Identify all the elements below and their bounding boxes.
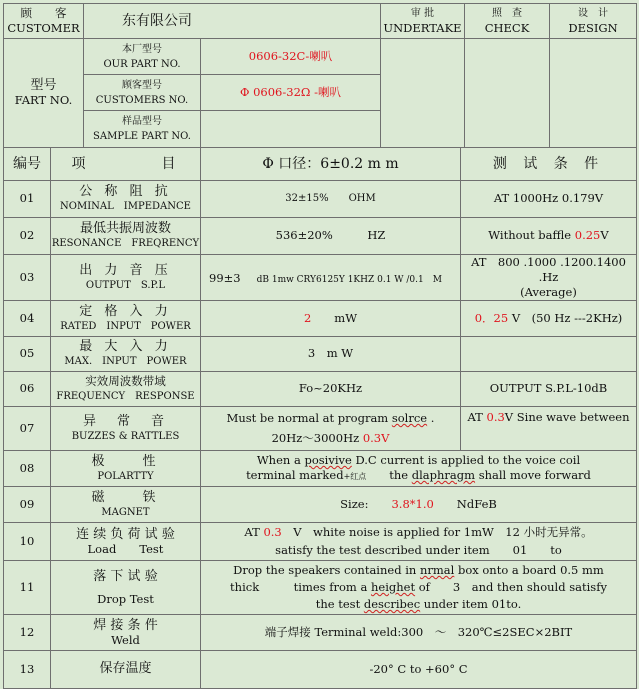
table-row bbox=[4, 181, 637, 218]
customer-part-label: 顾客型号 CUSTOMERS NO. bbox=[84, 75, 201, 111]
row-no: 10 bbox=[4, 523, 51, 561]
row-no: 12 bbox=[4, 615, 51, 651]
row-item: 极 性 POLARTTY bbox=[51, 451, 201, 487]
row-no: 09 bbox=[4, 487, 51, 523]
row-spec: 2 mW bbox=[201, 301, 461, 337]
table-row bbox=[4, 487, 637, 523]
row-item: 最 大 入 力 MAX. INPUT POWER bbox=[51, 337, 201, 372]
undertake-sign-cell bbox=[381, 39, 465, 148]
table-row bbox=[4, 337, 637, 372]
row-spec: When a posivive D.C current is applied to the voice coil terminal marked+红点 the dlaphragm shall move forward bbox=[201, 451, 637, 487]
check-label: 照 查 CHECK bbox=[465, 4, 550, 39]
sample-part-label: 样品型号 SAMPLE PART NO. bbox=[84, 111, 201, 148]
undertake-label: 审 批 UNDERTAKE bbox=[381, 4, 465, 39]
our-part-label: 本厂型号 OUR PART NO. bbox=[84, 39, 201, 75]
table-row bbox=[4, 561, 637, 615]
our-part-value: 0606-32C-喇叭 bbox=[201, 39, 381, 75]
table-row bbox=[4, 615, 637, 651]
row-item: 焊 接 条 件 Weld bbox=[51, 615, 201, 651]
row-spec: AT 0.3 V white noise is applied for 1mW 12 小时无异常。 satisfy the test described under item 01 to bbox=[201, 523, 637, 561]
spec-table bbox=[3, 147, 637, 689]
row-spec: Size: 3.8*1.0 NdFeB bbox=[201, 487, 637, 523]
row-item: 磁 铁 MAGNET bbox=[51, 487, 201, 523]
row-spec: -20° C to +60° C bbox=[201, 651, 637, 689]
row-no: 03 bbox=[4, 255, 51, 301]
row-spec: 99±3 dB 1mw CRY6125Y 1KHZ 0.1 W /0.1 M bbox=[201, 255, 461, 301]
row-spec: 32±15% OHM bbox=[201, 181, 461, 218]
table-row bbox=[4, 451, 637, 487]
row-no: 05 bbox=[4, 337, 51, 372]
row-item: 实效周波数带域 FREQUENCY RESPONSE bbox=[51, 372, 201, 407]
table-row bbox=[4, 301, 637, 337]
row-condition: Without baffle 0.25V bbox=[461, 218, 637, 255]
row-no: 13 bbox=[4, 651, 51, 689]
design-label: 设 计 DESIGN bbox=[550, 4, 637, 39]
table-row bbox=[4, 372, 637, 407]
row-item: 最低共振周波数 RESONANCE FREQRENCY bbox=[51, 218, 201, 255]
row-item: 出 力 音 压 OUTPUT S.P.L bbox=[51, 255, 201, 301]
row-item: 定 格 入 力 RATED INPUT POWER bbox=[51, 301, 201, 337]
row-no: 06 bbox=[4, 372, 51, 407]
table-row bbox=[4, 218, 637, 255]
customer-label: 顾 客 CUSTOMER bbox=[4, 4, 84, 39]
row-no: 01 bbox=[4, 181, 51, 218]
table-row bbox=[4, 407, 637, 451]
row-no: 08 bbox=[4, 451, 51, 487]
row-item: 异 常 音 BUZZES & RATTLES bbox=[51, 407, 201, 451]
col-header-condition: 测 试 条 件 bbox=[461, 148, 637, 181]
row-no: 11 bbox=[4, 561, 51, 615]
header-table bbox=[3, 3, 637, 148]
row-spec: Fo~20KHz bbox=[201, 372, 461, 407]
row-spec: 端子焊接 Terminal weld:300 ～ 320℃≤2SEC×2BIT bbox=[201, 615, 637, 651]
table-row bbox=[4, 523, 637, 561]
row-spec: 3 m W bbox=[201, 337, 461, 372]
row-spec: Drop the speakers contained in nrmal box onto a board 0.5 mm thick times from a heighet of 3 and then should satisfy the test describec under item 01to. bbox=[201, 561, 637, 615]
row-item: 保存温度 bbox=[51, 651, 201, 689]
table-row bbox=[4, 255, 637, 301]
sample-part-value bbox=[201, 111, 381, 148]
row-no: 07 bbox=[4, 407, 51, 451]
design-sign-cell bbox=[550, 39, 637, 148]
check-sign-cell bbox=[465, 39, 550, 148]
col-header-spec: Φ 口径：6±0.2 m m bbox=[201, 148, 461, 181]
row-condition: OUTPUT S.P.L-10dB bbox=[461, 372, 637, 407]
row-spec: Must be normal at program solrce . 20Hz～3000Hz 0.3V bbox=[201, 407, 461, 451]
row-condition bbox=[461, 337, 637, 372]
row-item: 落 下 试 验 Drop Test bbox=[51, 561, 201, 615]
row-condition: AT 0.3V Sine wave between bbox=[461, 407, 637, 451]
part-no-label: 型号 FART NO. bbox=[4, 39, 84, 148]
col-header-item: 项 目 bbox=[51, 148, 201, 181]
row-no: 04 bbox=[4, 301, 51, 337]
col-header-no: 编号 bbox=[4, 148, 51, 181]
row-spec: 536±20% HZ bbox=[201, 218, 461, 255]
customer-part-value: Φ 0606-32Ω -喇叭 bbox=[201, 75, 381, 111]
row-item: 连 续 负 荷 试 验 Load Test bbox=[51, 523, 201, 561]
row-condition: 0．25 V (50 Hz ---2KHz) bbox=[461, 301, 637, 337]
row-item: 公 称 阻 抗 NOMINAL IMPEDANCE bbox=[51, 181, 201, 218]
customer-name: 东有限公司 bbox=[84, 4, 381, 39]
row-no: 02 bbox=[4, 218, 51, 255]
row-condition: AT 1000Hz 0.179V bbox=[461, 181, 637, 218]
row-condition: AT 800 .1000 .1200.1400 .Hz (Average) bbox=[461, 255, 637, 301]
